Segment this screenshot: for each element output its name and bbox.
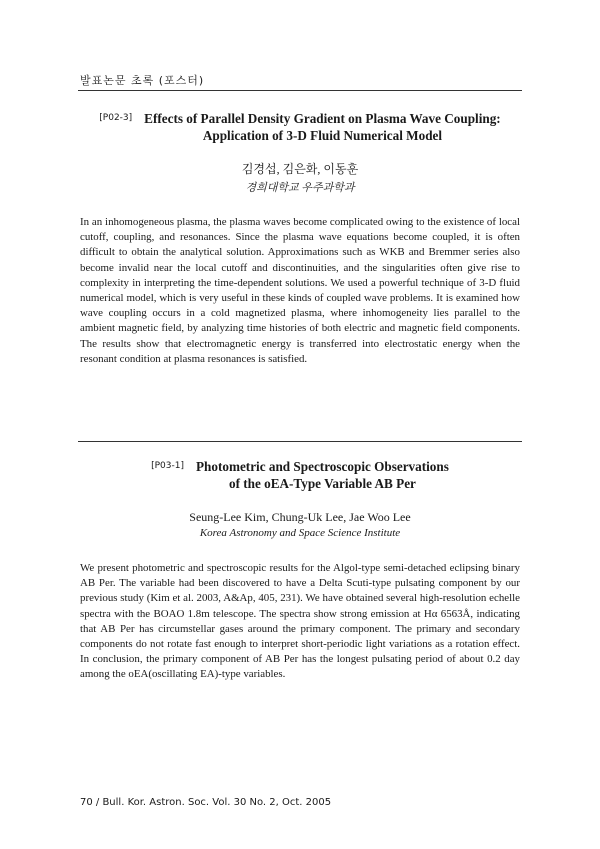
section-divider <box>78 441 522 442</box>
abstract-body: We present photometric and spectroscopic results for the Algol-type semi-detached eclipsing binary AB Per. The variable had been discovered to have a Delta Scuti-type pulsating component by our previous study (Kim et al. 2003, A&Ap, 405, 231). We have obtained several high-resolution echelle spectra with the BOAO 1.8m telescope. The spectra show strong emission at Hα 6563Å, indicating that AB Per has circumstellar gases around the primary component. The primary and secondary components do not rotate fast enough to interpret short-periodic light variations as a rotation effect. In conclusion, the primary component of AB Per has the longest pulsating period of about 0.2 day among the oEA(oscillating EA)-type variables. <box>80 562 520 681</box>
abstract-title <box>144 110 501 144</box>
abstract-title <box>196 458 449 492</box>
title-row <box>80 110 520 144</box>
authors: Seung-Lee Kim, Chung-Uk Lee, Jae Woo Lee <box>189 510 411 524</box>
authors: 김경섭, 김은화, 이동훈 <box>241 162 359 176</box>
affiliation: 경희대학교 우주과학과 <box>245 182 355 194</box>
title-row <box>80 458 520 492</box>
affiliation: Korea Astronomy and Space Science Institute <box>199 527 401 539</box>
title-line-2: Application of 3-D Fluid Numerical Model <box>202 128 443 143</box>
abstract-body: In an inhomogeneous plasma, the plasma waves become complicated owing to the existence of local cutoff, coupling, and resonances. Since the plasma wave equations become coupled, it is often difficult to obtain the analytical solution. Approximations such as WKB and Bremmer series also become invalid near the local cutoff and discontinuities, and the singularities often give rise to complexity in interpreting the time-dependent solutions. We used a powerful technique of 3-D fluid numerical model, which is very useful in these kinds of coupled wave problems. It is examined how wave coupling occurs in a cold magnetized plasma, where inhomogeneity lies parallel to the ambient magnetic field, by analyzing time histories of both electric and magnetic field components. The results show that electromagnetic energy is transferred into electrostatic energy when the resonant condition at plasma resonances is satisfied. <box>80 216 520 365</box>
abstract-p02-3 <box>80 110 520 367</box>
section-label: 발표논문 초록 (포스터) <box>80 74 205 87</box>
abstract-p03-1 <box>80 458 520 683</box>
title-line-1: Photometric and Spectroscopic Observations <box>196 459 449 474</box>
title-line-1: Effects of Parallel Density Gradient on Plasma Wave Coupling: <box>144 111 501 126</box>
title-line-2: of the oEA-Type Variable AB Per <box>228 476 416 491</box>
page-footer: 70 / Bull. Kor. Astron. Soc. Vol. 30 No. 2, Oct. 2005 <box>80 797 332 808</box>
abstract-code: [P03-1] <box>151 461 184 471</box>
abstract-code: [P02-3] <box>99 113 133 123</box>
header-rule <box>78 90 522 91</box>
